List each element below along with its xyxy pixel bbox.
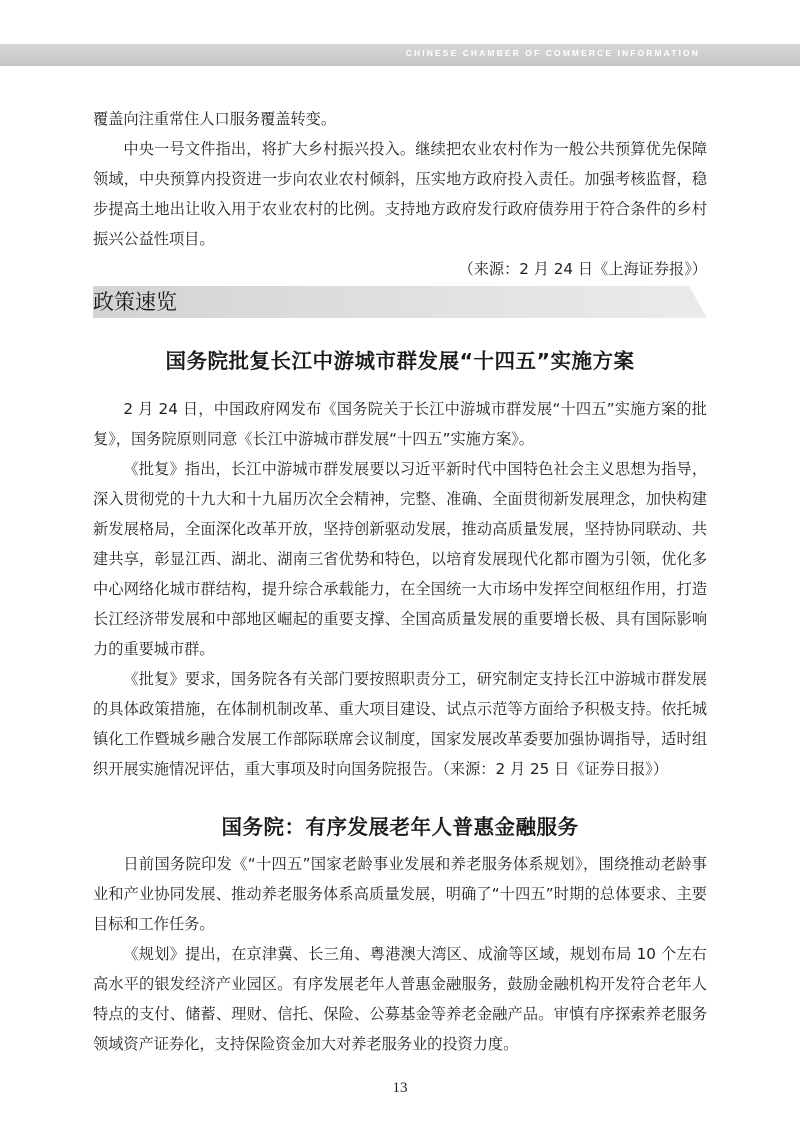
page-number: 13 bbox=[392, 1080, 408, 1096]
section-header-band bbox=[93, 286, 707, 318]
paragraph: 日前国务院印发《“十四五”国家老龄事业发展和养老服务体系规划》，围绕推动老龄事业和产业协同发展、推动养老服务体系高质量发展，明确了“十四五”时期的总体要求、主要目标和工作任务。 bbox=[93, 855, 707, 933]
source-citation: （来源：2 月 24 日《上海证券报》） bbox=[458, 260, 707, 278]
section-title: 政策速览 bbox=[93, 290, 177, 314]
article-title: 国务院：有序发展老年人普惠金融服务 bbox=[221, 815, 579, 839]
continued-text bbox=[93, 104, 707, 284]
paragraph: 《批复》指出，长江中游城市群发展要以习近平新时代中国特色社会主义思想为指导，深入贯彻党的十九大和十九届历次全会精神，完整、准确、全面贯彻新发展理念，加快构建新发展格局，全面深化改革开放，坚持创新驱动发展，推动高质量发展，坚持协同联动、共建共享，彰显江西、湖北、湖南三省优势和特色，以培育发展现代化都市圈为引领，优化多中心网络化城市群结构，提升综合承载能力，在全国统一大市场中发挥空间枢纽作用，打造长江经济带发展和中部地区崛起的重要支撑、全国高质量发展的重要增长极、具有国际影响力的重要城市群。 bbox=[93, 460, 707, 658]
paragraph: 《规划》提出，在京津冀、长三角、粤港澳大湾区、成渝等区域，规划布局 10 个左右高水平的银发经济产业园区。有序发展老年人普惠金融服务，鼓励金融机构开发符合老年人特点的支付、储蓄、理财、信托、保险、公募基金等养老金融产品。审慎有序探索养老服务领域资产证券化，支持保险资金加大对养老服务业的投资力度。 bbox=[93, 945, 707, 1053]
paragraph: 《批复》要求，国务院各有关部门要按照职责分工，研究制定支持长江中游城市群发展的具体政策措施，在体制机制改革、重大项目建设、试点示范等方面给予积极支持。依托城镇化工作暨城乡融合发展工作部际联席会议制度，国家发展改革委要加强协调指导，适时组织开展实施情况评估，重大事项及时向国务院报告。 bbox=[93, 670, 707, 778]
paragraph: 中央一号文件指出，将扩大乡村振兴投入。继续把农业农村作为一般公共预算优先保障领域，中央预算内投资进一步向农业农村倾斜，压实地方政府投入责任。加强考核监督，稳步提高土地出让收入用于农业农村的比例。支持地方政府发行政府债券用于符合条件的乡村振兴公益性项目。 bbox=[93, 140, 707, 248]
source-citation: （来源：2 月 25 日《证券日报》） bbox=[442, 760, 669, 778]
running-header: CHINESE CHAMBER OF COMMERCE INFORMATION bbox=[405, 48, 700, 58]
paragraph: 2 月 24 日，中国政府网发布《国务院关于长江中游城市群发展“十四五”实施方案的批复》，国务院原则同意《长江中游城市群发展“十四五”实施方案》。 bbox=[93, 400, 707, 448]
article-body bbox=[93, 849, 707, 1059]
paragraph: 覆盖向注重常住人口服务覆盖转变。 bbox=[93, 110, 336, 128]
article-title: 国务院批复长江中游城市群发展“十四五”实施方案 bbox=[165, 349, 635, 373]
article-body bbox=[93, 394, 707, 784]
